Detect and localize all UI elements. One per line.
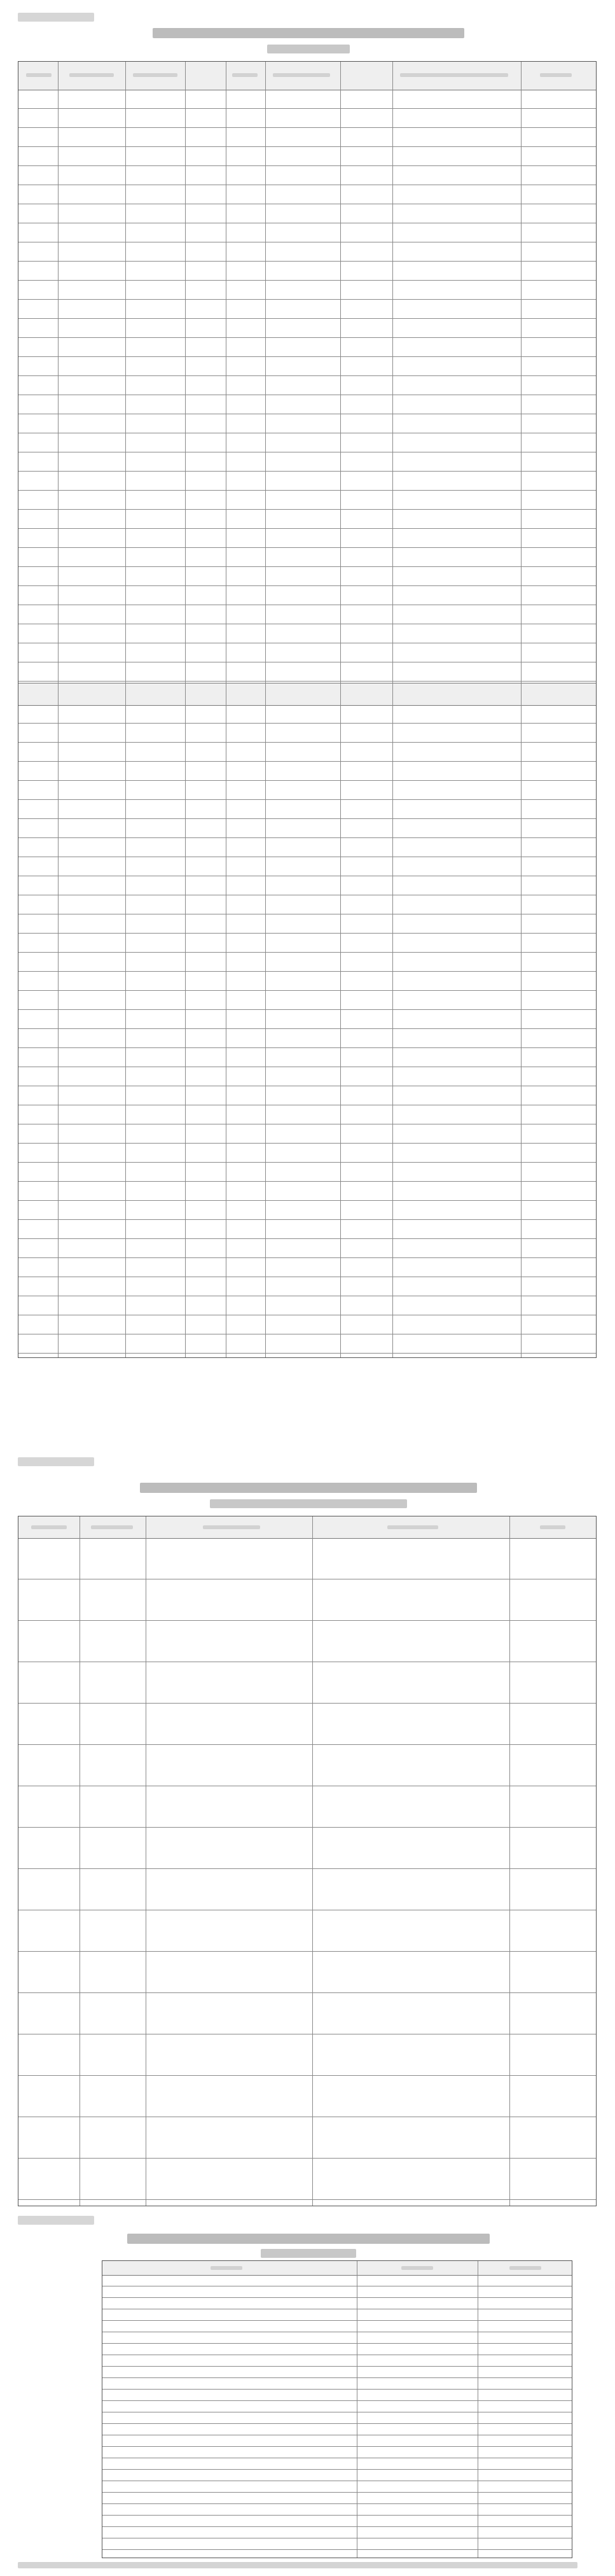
column-dividers [102, 2261, 572, 2558]
annex-label [18, 1457, 94, 1466]
annex-3-subtitle [261, 2249, 356, 2258]
annex-2-table [18, 1516, 597, 2206]
annex-3-title [127, 2234, 490, 2244]
annex-1-subtitle [267, 45, 350, 53]
annex-1-table [18, 61, 597, 1358]
column-dividers [18, 62, 596, 1357]
footnote [18, 2562, 577, 2568]
annex-1-title [153, 28, 464, 38]
annex-2-title [140, 1483, 477, 1493]
column-dividers [18, 1516, 596, 2206]
annex-2-subtitle [210, 1499, 407, 1508]
annex-label [18, 13, 94, 22]
annex-label [18, 2216, 94, 2225]
annex-3-schedule-table [102, 2260, 572, 2558]
